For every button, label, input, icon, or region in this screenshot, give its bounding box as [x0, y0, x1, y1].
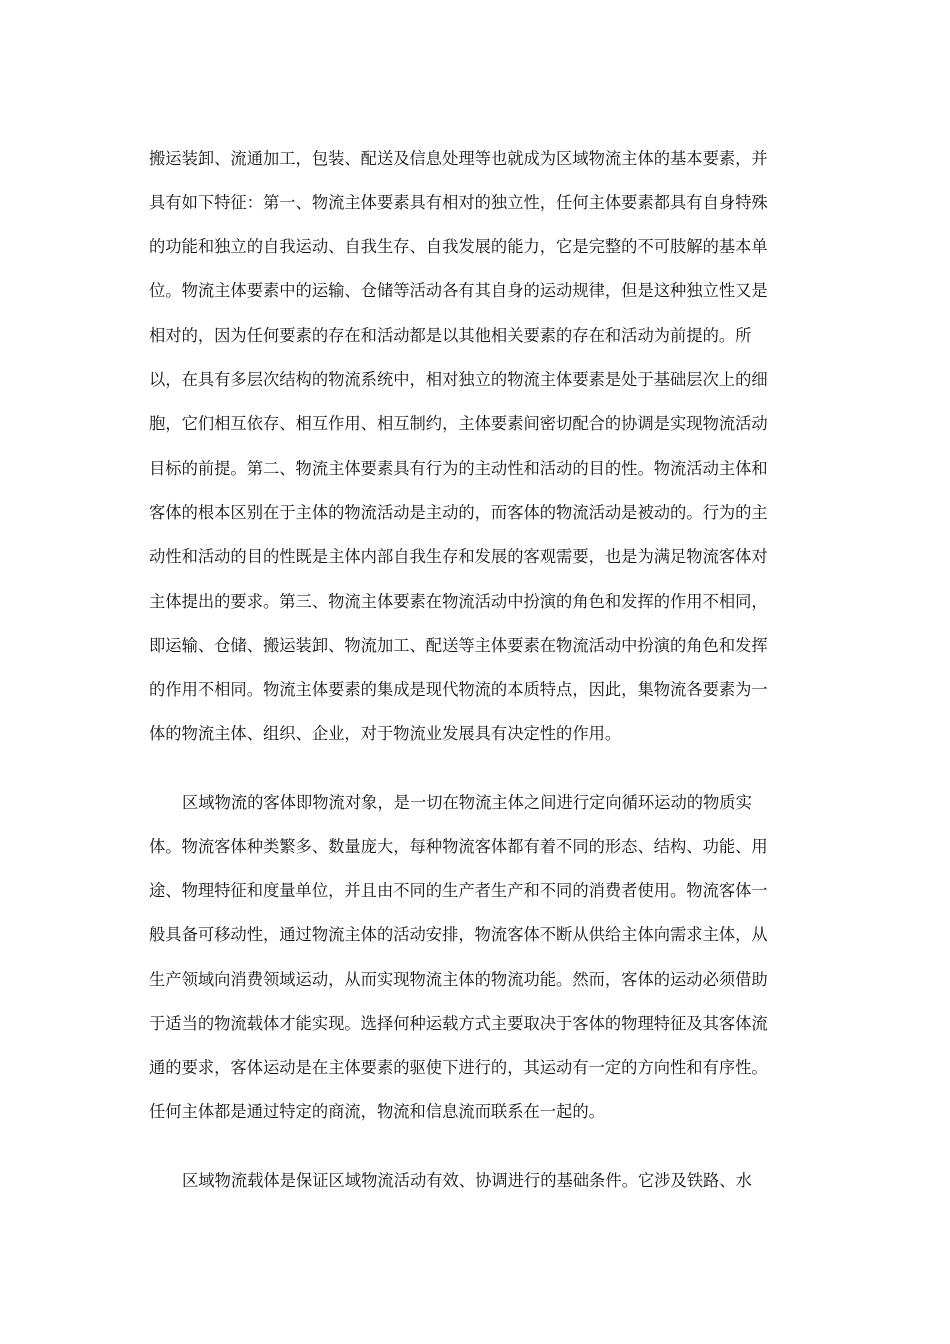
text-line: 区域物流的客体即物流对象，是一切在物流主体之间进行定向循环运动的物质实 [182, 793, 752, 812]
text-line: 般具备可移动性，通过物流主体的活动安排，物流客体不断从供给主体向需求主体，从 [149, 925, 768, 944]
text-line: 目标的前提。第二、物流主体要素具有行为的主动性和活动的目的性。物流活动主体和 [149, 459, 768, 478]
text-line: 搬运装卸、流通加工，包装、配送及信息处理等也就成为区域物流主体的基本要素，并 [149, 149, 768, 168]
text-line: 体。物流客体种类繁多、数量庞大，每种物流客体都有着不同的形态、结构、功能、用 [149, 837, 768, 856]
text-line: 相对的，因为任何要素的存在和活动都是以其他相关要素的存在和活动为前提的。所 [149, 326, 752, 345]
text-line: 即运输、仓储、搬运装卸、物流加工、配送等主体要素在物流活动中扮演的角色和发挥 [149, 636, 768, 655]
text-line: 胞，它们相互依存、相互作用、相互制约，主体要素间密切配合的协调是实现物流活动 [149, 414, 768, 433]
text-line: 的作用不相同。物流主体要素的集成是现代物流的本质特点，因此，集物流各要素为一 [149, 680, 768, 699]
text-line: 生产领域向消费领域运动，从而实现物流主体的物流功能。然而，客体的运动必须借助 [149, 970, 768, 989]
text-line: 具有如下特征：第一、物流主体要素具有相对的独立性，任何主体要素都具有自身特殊 [149, 193, 768, 212]
text-line: 于适当的物流载体才能实现。选择何种运载方式主要取决于客体的物理特征及其客体流 [149, 1014, 768, 1033]
text-line: 客体的根本区别在于主体的物流活动是主动的，而客体的物流活动是被动的。行为的主 [149, 503, 768, 522]
text-line: 动性和活动的目的性既是主体内部自我生存和发展的客观需要，也是为满足物流客体对 [149, 547, 768, 566]
text-line: 位。物流主体要素中的运输、仓储等活动各有其自身的运动规律，但是这种独立性又是 [149, 281, 768, 300]
text-line: 任何主体都是通过特定的商流，物流和信息流而联系在一起的。 [149, 1102, 605, 1121]
text-line: 的功能和独立的自我运动、自我生存、自我发展的能力，它是完整的不可肢解的基本单 [149, 237, 768, 256]
text-line: 体的物流主体、组织、企业，对于物流业发展具有决定性的作用。 [149, 724, 622, 743]
text-line: 通的要求，客体运动是在主体要素的驱使下进行的，其运动有一定的方向性和有序性。 [149, 1058, 768, 1077]
text-line: 途、物理特征和度量单位，并且由不同的生产者生产和不同的消费者使用。物流客体一 [149, 881, 768, 900]
text-line: 以，在具有多层次结构的物流系统中，相对独立的物流主体要素是处于基础层次上的细 [149, 370, 768, 389]
text-line: 区域物流载体是保证区域物流活动有效、协调进行的基础条件。它涉及铁路、水 [182, 1171, 752, 1190]
text-line: 主体提出的要求。第三、物流主体要素在物流活动中扮演的角色和发挥的作用不相同， [149, 592, 768, 611]
